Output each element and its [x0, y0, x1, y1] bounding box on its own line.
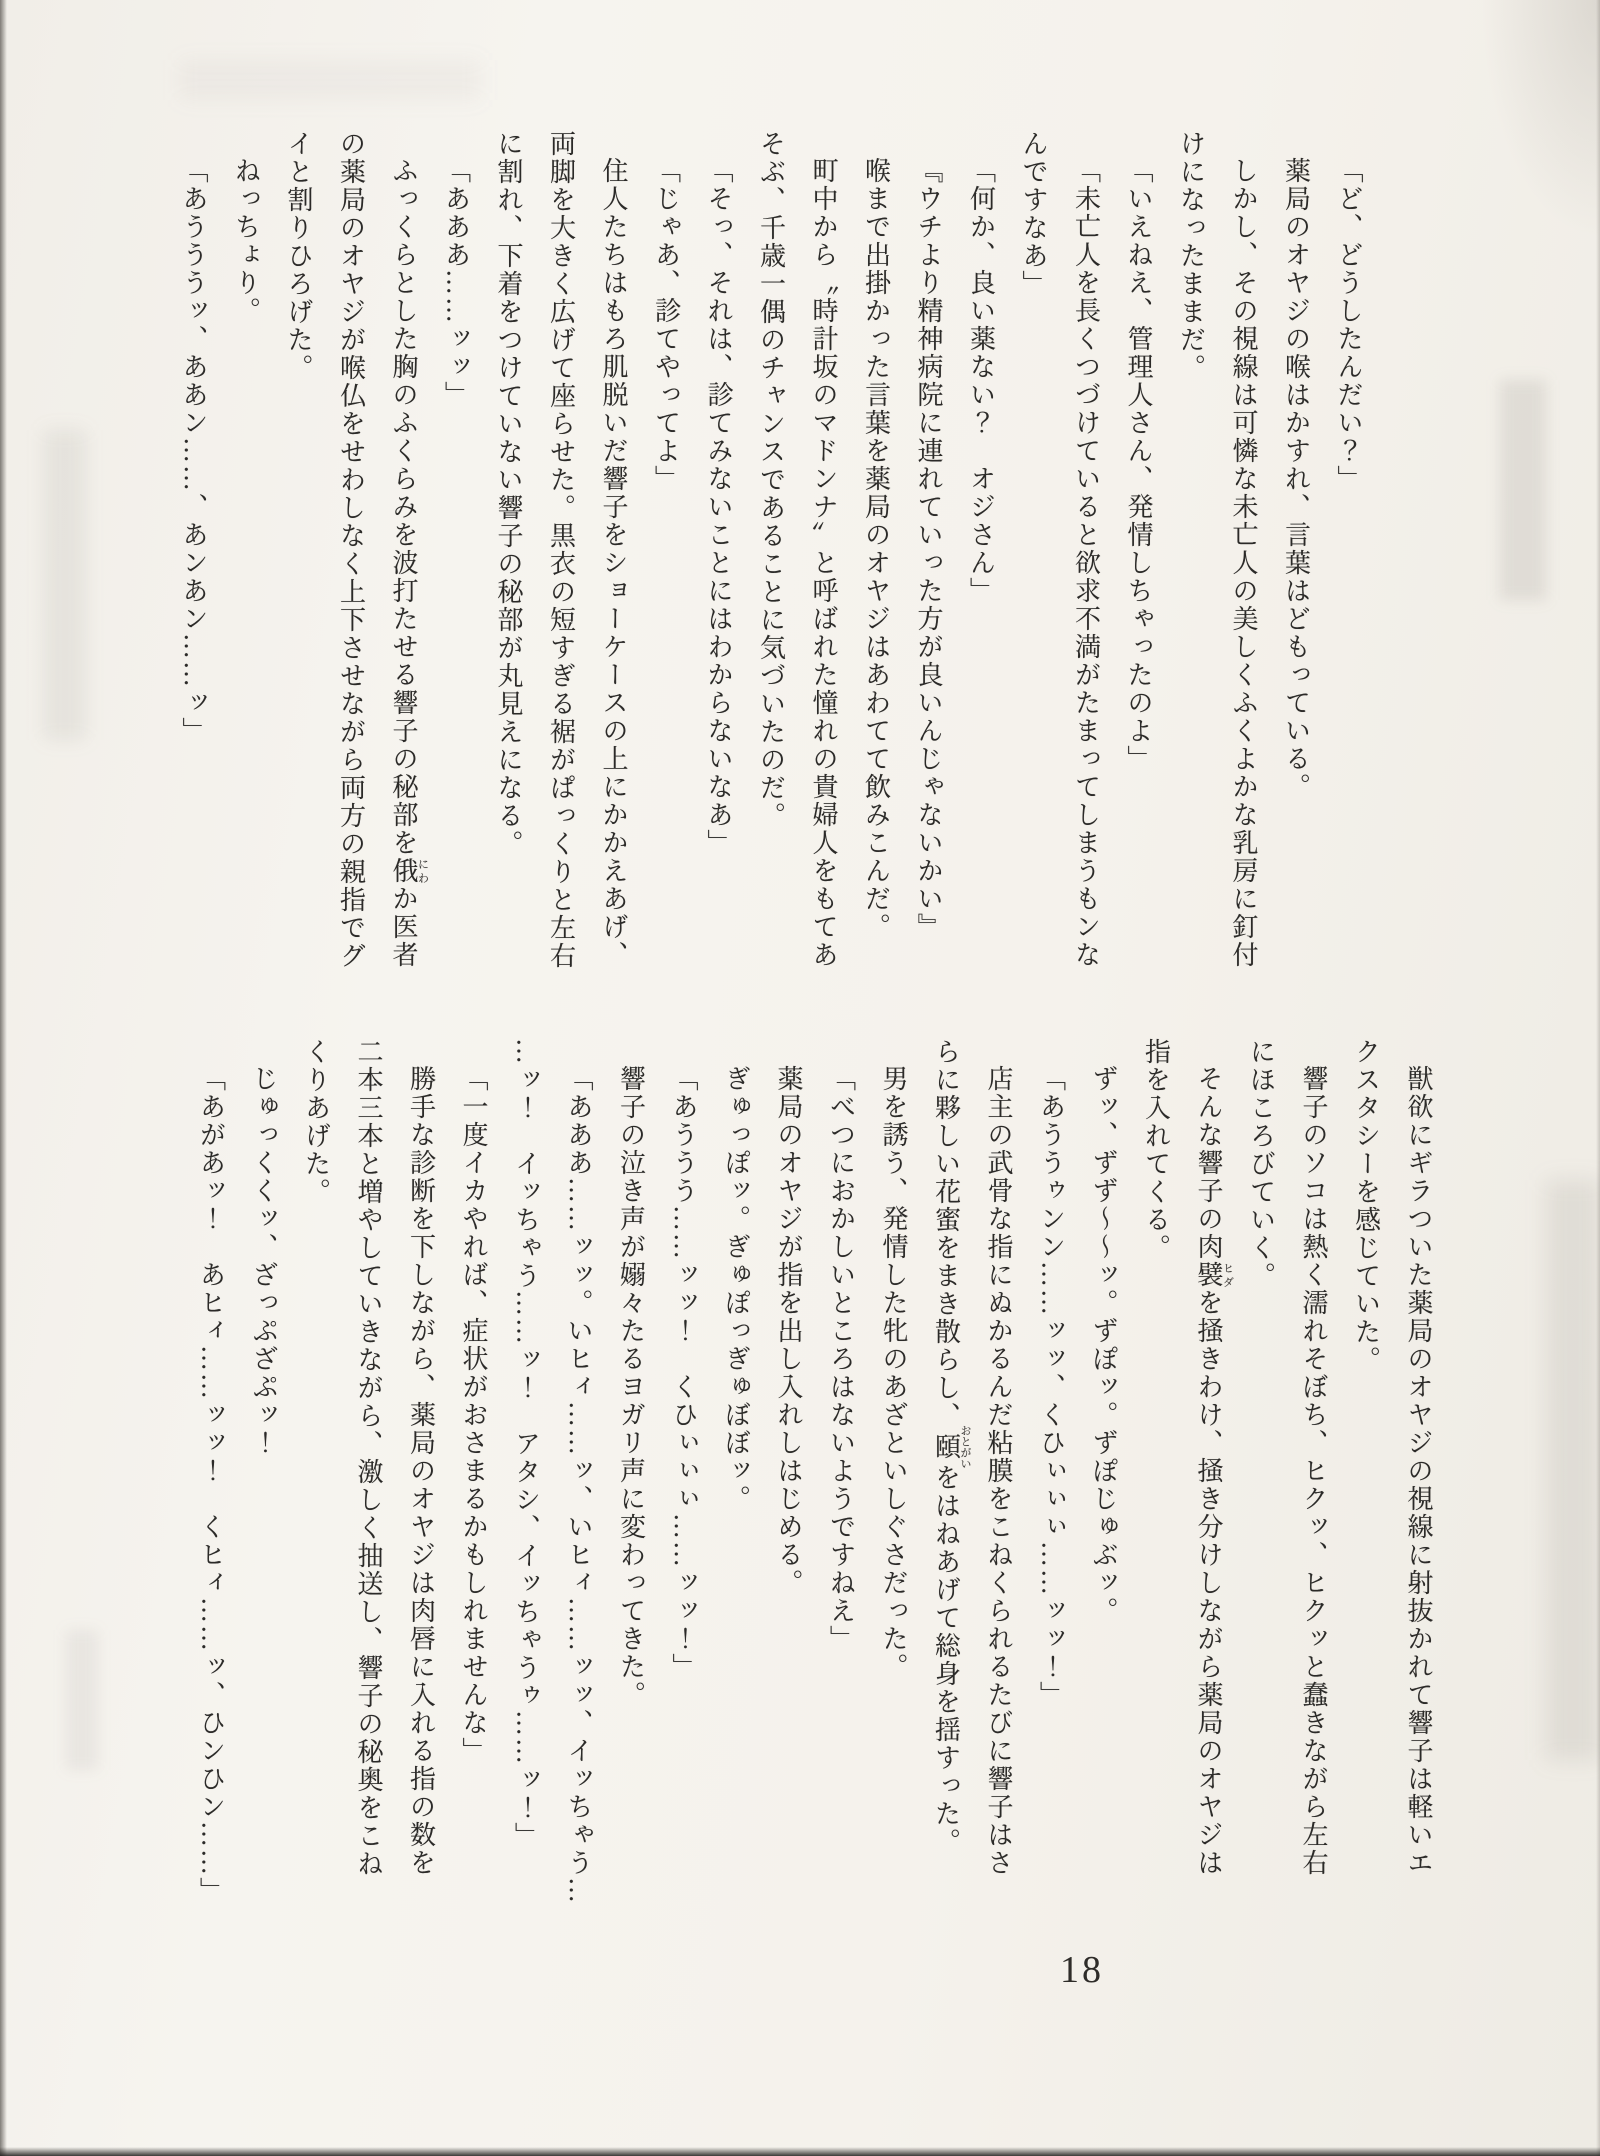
text-line: 町中から〝時計坂のマドンナ〟と呼ばれた憧れの貴婦人をもてあ	[809, 157, 838, 969]
text-line: 「いえねえ、管理人さん、発情しちゃったのよ」	[1124, 157, 1153, 773]
text-line: 「未亡人を長くつづけていると欲求不満がたまってしまうもンな	[1071, 157, 1101, 969]
text-line: 薬局のオヤジが指を出し入れしはじめる。	[774, 1065, 803, 1597]
text-line: 「そっ、それは、診てみないことにはわからないなあ」	[704, 157, 733, 857]
scan-bleedthrough-smudge	[1500, 380, 1546, 600]
scan-bleedthrough-smudge	[180, 60, 480, 100]
text-line: ぎゅっぽッ。ぎゅぽっぎゅぼぼッ。	[721, 1065, 751, 1513]
text-line: ずッ、ずず〜〜ッ。ずぽッ。ずぽじゅぶッ。	[1089, 1065, 1118, 1625]
text-line: 勝手な診断を下しながら、薬局のオヤジは肉唇に入れる指の数を	[406, 1065, 436, 1877]
text-line: 「何か、良い薬ない？ オジさん」	[966, 157, 996, 605]
text-line: 「あううう……ッッ！ くひぃぃぃ……ッッ！」	[669, 1065, 698, 1681]
scan-bleedthrough-smudge	[66, 1630, 98, 1770]
text-line: くりあげた。	[301, 1038, 331, 1206]
text-line: 指を入れてくる。	[1141, 1038, 1171, 1262]
text-line: んですなあ」	[1019, 130, 1048, 298]
text-line: 「あううゥンン……ッッ、くひぃぃぃ……ッッ！」	[1036, 1065, 1066, 1709]
text-line: らに夥しい花蜜をまき散らし、頤おとがいをはねあげて総身を揺すった。	[931, 1038, 971, 1856]
text-line: 「べつにおかしいところはないようですねえ」	[826, 1065, 856, 1653]
text-line: 「じゃあ、診てやってよ」	[651, 157, 681, 493]
scan-bleedthrough-smudge	[44, 430, 86, 740]
text-line: じゅっくくッ、ざっぷざぷッ！	[249, 1065, 278, 1457]
text-block-bottom	[184, 1038, 1444, 1943]
text-line: 男を誘う、発情した牝のあざといしぐさだった。	[879, 1065, 908, 1681]
text-line: 「一度イカやれば、症状がおさまるかもしれませんな」	[459, 1065, 488, 1765]
text-line: に割れ、下着をつけていない響子の秘部が丸見えになる。	[494, 130, 523, 858]
text-line: …ッ！ イッちゃう……ッ！ アタシ、イッちゃうゥ……ッ！」	[511, 1038, 541, 1850]
text-line: クスタシーを感じていた。	[1351, 1038, 1381, 1374]
text-line: けになったままだ。	[1176, 130, 1206, 382]
page-number: 18	[1060, 1949, 1104, 1991]
text-line: 「ど、どうしたんだい？」	[1334, 157, 1363, 493]
scan-edge-shadow-left	[0, 0, 7, 2156]
text-line: 響子の泣き声が嫋々たるヨガリ声に変わってきた。	[616, 1065, 646, 1709]
text-block-top	[167, 130, 1375, 1035]
scan-corner-shadow	[1480, 0, 1600, 240]
text-line: 「あがあッ！ あヒィ……ッッ！ くヒィ……ッ、ひンひン……」	[196, 1065, 226, 1905]
text-line: 響子のソコは熱く濡れそぼち、ヒクッ、ヒクッと蠢きながら左右	[1299, 1065, 1328, 1877]
text-line: 二本三本と増やしていきながら、激しく抽送し、響子の秘奥をこね	[354, 1038, 383, 1878]
text-line: にほころびていく。	[1246, 1038, 1276, 1290]
text-line: 「あああ……ッッ。いヒィ……ッ、いヒィ……ッッ、イッちゃう…	[564, 1065, 593, 1905]
text-line: 住人たちはもろ肌脱いだ響子をショーケースの上にかかえあげ、	[599, 157, 628, 969]
text-line: 喉まで出掛かった言葉を薬局のオヤジはあわてて飲みこんだ。	[861, 157, 891, 941]
text-line: 「あうううッ、ああン……、あンあン……ッ」	[179, 157, 208, 745]
text-line: しかし、その視線は可憐な未亡人の美しくふくよかな乳房に釘付	[1229, 157, 1258, 969]
text-line: 両脚を大きく広げて座らせた。黒衣の短すぎる裾がぱっくりと左右	[546, 130, 576, 970]
text-line: ふっくらとした胸のふくらみを波打たせる響子の秘部を俄にわか医者	[389, 157, 429, 969]
text-line: 獣欲にギラついた薬局のオヤジの視線に射抜かれて響子は軽いエ	[1404, 1065, 1433, 1877]
scan-edge-shadow-bottom	[0, 2147, 1600, 2156]
text-line: 店主の武骨な指にぬかるんだ粘膜をこねくられるたびに響子はさ	[984, 1065, 1013, 1877]
scan-bleedthrough-smudge	[1546, 1180, 1600, 1760]
text-line: 『ウチより精神病院に連れていった方が良いんじゃないかい』	[914, 157, 943, 941]
text-line: そぶ、千歳一偶のチャンスであることに気づいたのだ。	[756, 130, 786, 830]
text-line: そんな響子の肉襞ヒダを掻きわけ、掻き分けしながら薬局のオヤジは	[1194, 1065, 1234, 1877]
text-line: の薬局のオヤジが喉仏をせわしなく上下させながら両方の親指でグ	[336, 130, 366, 970]
text-line: 「あああ……ッッ」	[441, 157, 471, 409]
text-line: イと割りひろげた。	[284, 130, 313, 382]
text-line: 薬局のオヤジの喉はかすれ、言葉はどもっている。	[1281, 157, 1311, 801]
text-line: ねっちょり。	[231, 157, 261, 325]
scan-edge-shadow-right	[1596, 0, 1600, 2156]
